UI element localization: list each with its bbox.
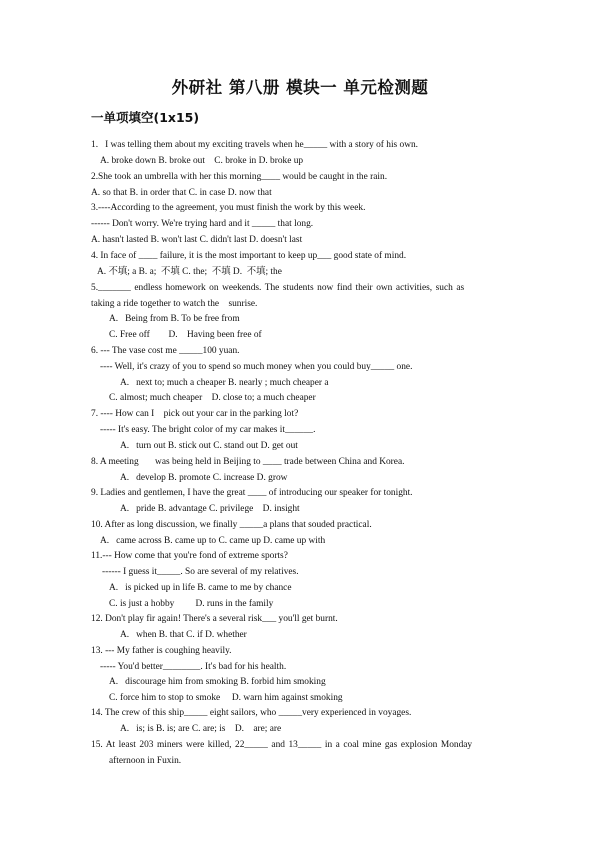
question-line: C. force him to stop to smoke D. warn him against smoking [109, 693, 343, 703]
question-line: 13. --- My father is coughing heavily. [91, 646, 232, 656]
page-title: 外研社 第八册 模块一 单元检测题 [171, 78, 429, 97]
question-line: A. 不填; a B. a; 不填 C. the; 不填 D. 不填; the [97, 267, 282, 277]
question-line: A. so that B. in order that C. in case D. now that [91, 188, 272, 198]
section-heading: 一单项填空(1x15) [91, 110, 200, 125]
question-line: ----- You'd better________. It's bad for his health. [100, 662, 287, 672]
question-line: 10. After as long discussion, we finally _____a plans that souded practical. [91, 520, 372, 530]
question-line: ---- Well, it's crazy of you to spend so much money when you could buy_____ one. [100, 362, 413, 372]
question-line: 3.----According to the agreement, you must finish the work by this week. [91, 203, 366, 213]
question-line: A. is; is B. is; are C. are; is D. are; are [120, 724, 282, 734]
question-line: A. when B. that C. if D. whether [120, 630, 247, 640]
question-line: 11.--- How come that you're fond of extreme sports? [91, 551, 288, 561]
question-line: 8. A meeting was being held in Beijing to ____ trade between China and Korea. [91, 457, 405, 467]
question-line: A. came across B. came up to C. came up D. came up with [100, 536, 326, 546]
question-line: taking a ride together to watch the sunrise. [91, 299, 258, 309]
question-line: A. discourage him from smoking B. forbid him smoking [109, 677, 326, 687]
question-line: C. almost; much cheaper D. close to; a much cheaper [109, 393, 316, 403]
question-line: 12. Don't play fir again! There's a several risk___ you'll get burnt. [91, 614, 338, 624]
question-line: A. pride B. advantage C. privilege D. insight [120, 504, 300, 514]
question-line: A. next to; much a cheaper B. nearly ; much cheaper a [120, 378, 329, 388]
question-line: A. Being from B. To be free from [109, 314, 240, 324]
question-line: ------ I guess it_____. So are several of my relatives. [102, 567, 299, 577]
question-line: 14. The crew of this ship_____ eight sailors, who _____very experienced in voyages. [91, 708, 412, 718]
question-line: A. is picked up in life B. came to me by chance [109, 583, 292, 593]
question-line: 1. I was telling them about my exciting travels when he_____ with a story of his own. [91, 140, 419, 150]
question-line: 9. Ladies and gentlemen, I have the great ____ of introducing our speaker for tonight. [91, 488, 413, 498]
question-line: C. is just a hobby D. runs in the family [109, 599, 274, 609]
question-line: ------ Don't worry. We're trying hard and it _____ that long. [91, 219, 314, 229]
question-line: A. hasn't lasted B. won't last C. didn't last D. doesn't last [91, 235, 303, 245]
question-line: 7. ---- How can I pick out your car in the parking lot? [91, 409, 299, 419]
question-line: 2.She took an umbrella with her this morning____ would be caught in the rain. [91, 172, 388, 182]
question-line: A. turn out B. stick out C. stand out D. get out [120, 441, 298, 451]
question-line: 5._______ endless homework on weekends. The students now find their own activities, such as [91, 283, 465, 293]
question-line: ----- It's easy. The bright color of my car makes it______. [100, 425, 316, 435]
question-line: C. Free off D. Having been free of [109, 330, 262, 340]
question-line: A. broke down B. broke out C. broke in D. broke up [100, 156, 304, 166]
question-line: 6. --- The vase cost me _____100 yuan. [91, 346, 240, 356]
question-line: 15. At least 203 miners were killed, 22_____ and 13_____ in a coal mine gas explosion Monday [91, 740, 473, 750]
question-line: 4. In face of ____ failure, it is the most important to keep up___ good state of mind. [91, 251, 407, 261]
question-line: A. develop B. promote C. increase D. grow [120, 473, 288, 483]
question-line: afternoon in Fuxin. [109, 756, 182, 766]
